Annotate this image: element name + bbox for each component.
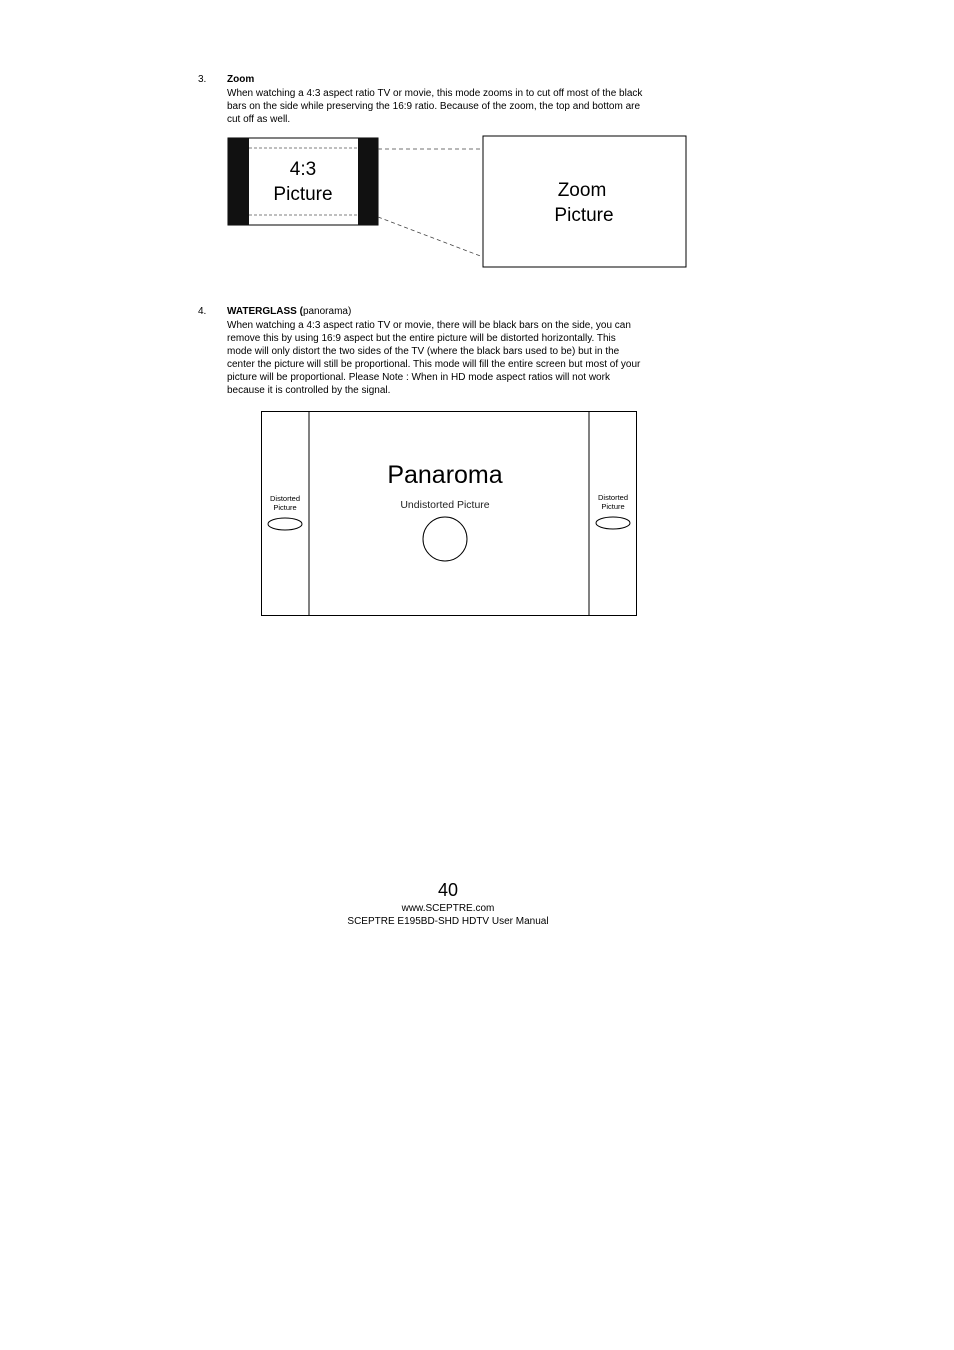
distorted-label-right-2: Picture — [601, 502, 625, 511]
distorted-label-right-1: Distorted — [597, 493, 629, 502]
text-line: mode will only distort the two sides of the TV (where the black bars used to be) but in the — [227, 346, 620, 357]
list-number-3: 3. — [198, 74, 207, 85]
section-title-waterglass — [227, 306, 351, 317]
section-title-zoom: Zoom — [227, 74, 255, 85]
text-line: bars on the side while preserving the 16:9 ratio. Because of the zoom, the top and bottom are — [227, 101, 641, 112]
zoom-frame — [483, 136, 686, 267]
zoom-figure — [226, 133, 691, 271]
label-4-3: 4:3 — [289, 159, 317, 180]
label-picture-left: Picture — [273, 184, 333, 205]
black-bar-left — [228, 138, 249, 225]
black-bar-right — [358, 138, 378, 225]
waterglass-description — [227, 319, 702, 397]
text-line: cut off as well. — [227, 114, 291, 125]
tv-frame — [228, 138, 378, 225]
label-picture-right: Picture — [554, 205, 614, 226]
label-zoom: Zoom — [557, 180, 607, 201]
undistorted-label: Undistorted Picture — [400, 499, 490, 511]
panorama-frame — [262, 412, 637, 616]
text-line: picture will be proportional. Please Note : When in HD mode aspect ratios will not work — [227, 372, 610, 383]
footer-website: www.SCEPTRE.com — [401, 903, 495, 914]
page-number: 40 — [437, 880, 459, 900]
panorama-figure — [260, 410, 640, 618]
text-line: When watching a 4:3 aspect ratio TV or movie, there will be black bars on the side, you can — [227, 320, 631, 331]
text-line: because it is controlled by the signal. — [227, 385, 391, 396]
text-line: center the picture will still be proportional. This mode will fill the entire screen but most of your — [227, 359, 641, 370]
footer-manual-title: SCEPTRE E195BD-SHD HDTV User Manual — [347, 916, 549, 927]
zoom-description — [227, 87, 702, 126]
connector-bottom — [378, 217, 483, 257]
panorama-title: Panaroma — [387, 461, 503, 489]
text-line: When watching a 4:3 aspect ratio TV or movie, this mode zooms in to cut off most of the black — [227, 88, 643, 99]
text-line: remove this by using 16:9 aspect but the entire picture will be distorted horizontally. This — [227, 333, 616, 344]
distorted-label-left-1: Distorted — [269, 494, 301, 503]
distorted-label-left-2: Picture — [273, 503, 297, 512]
title-suffix: panorama) — [302, 306, 352, 317]
list-number-4: 4. — [198, 306, 207, 317]
title-bold: WATERGLASS ( — [227, 306, 303, 317]
